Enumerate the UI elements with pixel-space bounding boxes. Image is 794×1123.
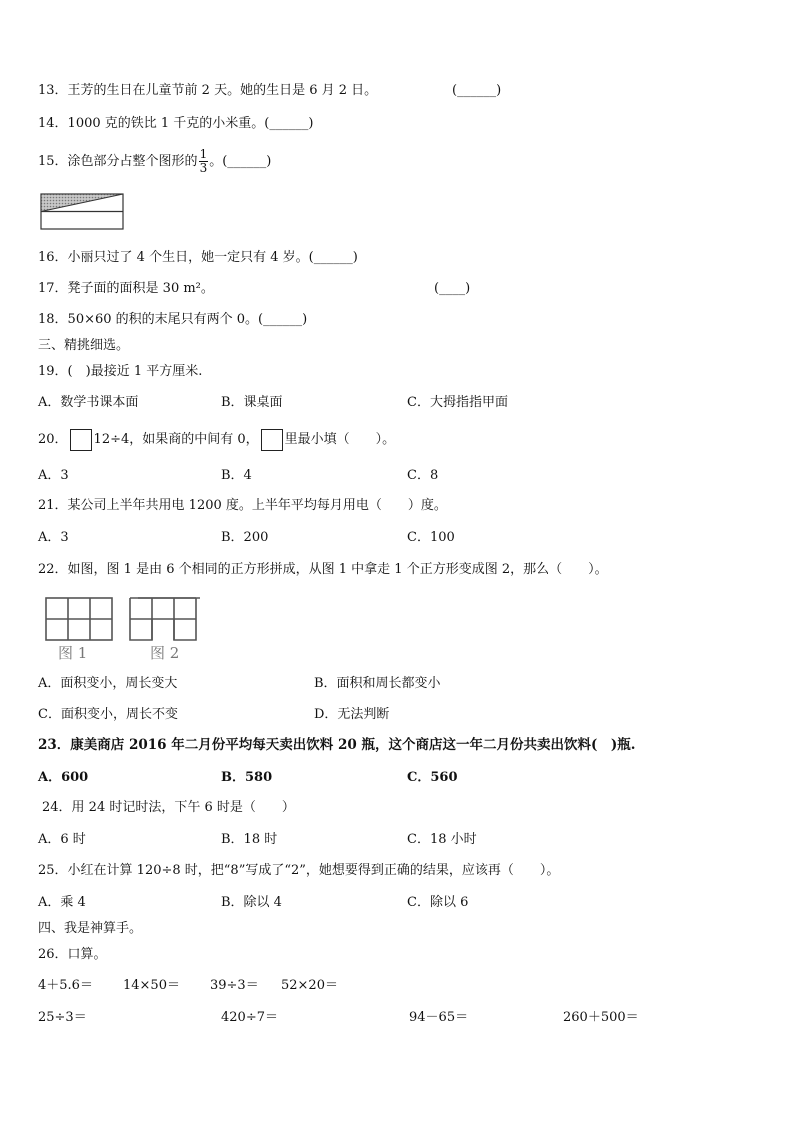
question-text: 凳子面的面积是 30 m²。 bbox=[67, 281, 214, 296]
question-number: 17． bbox=[38, 281, 68, 296]
figure-2-label: 图 2 bbox=[150, 644, 180, 662]
fraction bbox=[199, 148, 209, 175]
option-a[interactable]: A．3 bbox=[38, 530, 69, 545]
calc-item[interactable]: 14×50＝ bbox=[123, 978, 180, 993]
option-c[interactable]: C．除以 6 bbox=[407, 895, 469, 910]
question-text: 涂色部分占整个图形的 bbox=[67, 154, 198, 169]
blank-box[interactable] bbox=[70, 429, 92, 451]
question-number: 23． bbox=[38, 737, 71, 753]
option-b[interactable]: B．4 bbox=[221, 468, 252, 483]
question-18 bbox=[38, 311, 307, 329]
question-text: 小丽只过了 4 个生日，她一定只有 4 岁。(______) bbox=[67, 250, 358, 265]
question-text: 小红在计算 120÷8 时，把“8”写成了“2”，她想要得到正确的结果，应该再（ ）。 bbox=[67, 863, 560, 878]
question-15 bbox=[38, 148, 271, 175]
option-a[interactable]: A．数学书课本面 bbox=[38, 395, 139, 410]
calc-item[interactable]: 4＋5.6＝ bbox=[38, 978, 93, 993]
option-a[interactable]: A．6 时 bbox=[38, 832, 86, 847]
question-text: 康美商店 2016 年二月份平均每天卖出饮料 20 瓶，这个商店这一年二月份共卖出饮料( )瓶. bbox=[70, 737, 636, 753]
question-19 bbox=[38, 363, 202, 381]
question-text: 某公司上半年共用电 1200 度。上半年平均每月用电（ ）度。 bbox=[67, 498, 447, 513]
question-text: ( )最接近 1 平方厘米. bbox=[67, 364, 203, 379]
fraction-numerator: 1 bbox=[199, 147, 208, 161]
question-16 bbox=[38, 249, 358, 267]
shaded-rectangle-figure bbox=[40, 193, 124, 231]
option-a[interactable]: A．3 bbox=[38, 468, 69, 483]
section-heading-4: 四、我是神算手。 bbox=[38, 921, 143, 936]
question-26 bbox=[38, 946, 107, 964]
question-25 bbox=[38, 862, 559, 880]
calc-item[interactable]: 25÷3＝ bbox=[38, 1010, 87, 1025]
option-c[interactable]: C．100 bbox=[407, 530, 455, 545]
calc-item[interactable]: 260＋500＝ bbox=[563, 1010, 639, 1025]
answer-paren[interactable]: (____) bbox=[434, 281, 471, 296]
section-heading-3: 三、精挑细选。 bbox=[38, 338, 130, 353]
question-number: 24． bbox=[42, 800, 72, 815]
calc-item[interactable]: 39÷3＝ bbox=[210, 978, 259, 993]
question-22 bbox=[38, 561, 608, 579]
option-c[interactable]: C．大拇指指甲面 bbox=[407, 395, 508, 410]
question-14 bbox=[38, 115, 313, 133]
option-b[interactable]: B．580 bbox=[221, 770, 273, 785]
option-c[interactable]: C．18 小时 bbox=[407, 832, 477, 847]
question-number: 14． bbox=[38, 116, 68, 131]
question-20 bbox=[38, 428, 395, 452]
figure-1 bbox=[46, 598, 112, 640]
option-b[interactable]: B．课桌面 bbox=[221, 395, 283, 410]
question-text: 口算。 bbox=[67, 947, 107, 962]
question-17 bbox=[38, 280, 214, 298]
question-21 bbox=[38, 497, 447, 515]
option-b[interactable]: B．200 bbox=[221, 530, 269, 545]
question-text: 12÷4，如果商的中间有 0， bbox=[93, 432, 259, 447]
question-number: 15． bbox=[38, 154, 68, 169]
option-b[interactable]: B．面积和周长都变小 bbox=[314, 676, 441, 691]
question-number: 22． bbox=[38, 562, 68, 577]
option-a[interactable]: A．面积变小，周长变大 bbox=[38, 676, 178, 691]
figure-2 bbox=[130, 598, 200, 640]
question-text-after: 里最小填（ ）。 bbox=[284, 432, 396, 447]
fraction-denominator: 3 bbox=[199, 161, 208, 175]
question-text: 如图，图 1 是由 6 个相同的正方形拼成，从图 1 中拿走 1 个正方形变成图 2，那么（ ）。 bbox=[67, 562, 608, 577]
option-a[interactable]: A．600 bbox=[38, 770, 89, 785]
question-number: 19． bbox=[38, 364, 68, 379]
question-number: 13． bbox=[38, 83, 68, 98]
option-c[interactable]: C．560 bbox=[407, 770, 458, 785]
question-number: 18． bbox=[38, 312, 68, 327]
calc-item[interactable]: 94－65＝ bbox=[409, 1010, 469, 1025]
square-figures bbox=[40, 594, 200, 662]
question-23 bbox=[38, 736, 635, 754]
question-number: 21． bbox=[38, 498, 68, 513]
question-24 bbox=[42, 799, 295, 817]
figure-1-label: 图 1 bbox=[58, 644, 88, 662]
question-text-after: 。(______) bbox=[209, 154, 272, 169]
question-text: 50×60 的积的末尾只有两个 0。(______) bbox=[67, 312, 308, 327]
option-a[interactable]: A．乘 4 bbox=[38, 895, 86, 910]
blank-box[interactable] bbox=[261, 429, 283, 451]
option-c[interactable]: C．8 bbox=[407, 468, 439, 483]
calc-item[interactable]: 420÷7＝ bbox=[221, 1010, 278, 1025]
question-13 bbox=[38, 82, 377, 100]
option-c[interactable]: C．面积变小，周长不变 bbox=[38, 707, 178, 722]
calc-item[interactable]: 52×20＝ bbox=[281, 978, 338, 993]
question-number: 16． bbox=[38, 250, 68, 265]
question-text: 王芳的生日在儿童节前 2 天。她的生日是 6 月 2 日。 bbox=[67, 83, 378, 98]
option-b[interactable]: B．18 时 bbox=[221, 832, 278, 847]
answer-paren[interactable]: (______) bbox=[452, 83, 502, 98]
question-number: 25． bbox=[38, 863, 68, 878]
question-number: 26． bbox=[38, 947, 68, 962]
question-number: 20． bbox=[38, 432, 68, 447]
question-text: 用 24 时记时法，下午 6 时是（ ） bbox=[71, 800, 295, 815]
option-b[interactable]: B．除以 4 bbox=[221, 895, 282, 910]
option-d[interactable]: D．无法判断 bbox=[314, 707, 390, 722]
question-text: 1000 克的铁比 1 千克的小米重。(______) bbox=[67, 116, 314, 131]
